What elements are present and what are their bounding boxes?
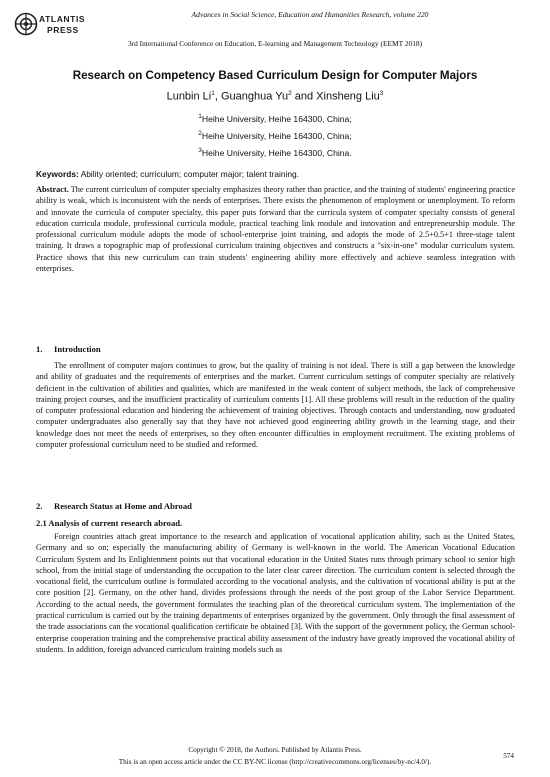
- keywords-text: Ability oriented; curriculum; computer major; talent training.: [78, 169, 299, 179]
- footer-copyright: Copyright © 2018, the Authors. Published by Atlantis Press.: [188, 746, 362, 754]
- author-list: [0, 90, 550, 103]
- paper-title: Research on Competency Based Curriculum Design for Computer Majors: [72, 69, 478, 82]
- author-sup: 2: [288, 90, 292, 97]
- affiliation: [0, 130, 550, 141]
- abstract-text: The current curriculum of computer specialty emphasizes theory rather than practice, and the training of students' engineering practice ability is weak, which is inconsistent with the needs of enterprises. There exists the phenomenon of employment or unemployment. To reform and innovate the curricula of computer specialty, this paper puts forward that the curricula system of computer specialty consists of general education curricula module, professional curricula module, practical teaching link module and innovation and entrepreneurship module. The professional curriculum module adopts the mode of school-enterprise joint training, and adopts the mode of 2.5+0.5+1 three-stage talent training. It draws a topographic map of professional curriculum training objectives and constructs a "six-in-one" modular curriculum system. Practice shows that this new curriculum can train students' engineering ability more effectively and achieve seamless integration with enterprises.: [36, 185, 515, 274]
- affiliation: [0, 113, 550, 124]
- abroad-paragraph: Foreign countries attach great importance to the research and application of vocational application ability, such as the United States, Germany and so on; especially the manufacturing ability of Germany is well-known in the world. The American Vocational Education Curriculum System and Its Enlightenment points out that vocational education in the United States runs through primary school to senior high school, from the initial stage of understanding the occupation to the later clear career direction. The curriculum content is selected through the vocational field, the curriculum outline is formulated according to the vocational analysis, and the cultivation of vocational ability is put at the core position [2]. Germany, on the other hand, divides professions through the needs of the post group of the Labor Service Department. According to the actual needs, the government formulates the teaching plan of the theoretical curriculum system. The implementation of the practical curriculum is carried out by the training departments of enterprises organized by the government. Only through the final assessment of the trade associations can the vocational qualification certificate be obtained [3]. With the support of the government policy, the German school-enterprise cooperation training and the comprehensive practical ability assessment of the industry have greatly improved the vocational ability of students. In addition, foreign advanced curriculum training models such as: [36, 532, 515, 654]
- abstract-label: Abstract.: [36, 185, 69, 194]
- affiliation-text: Heihe University, Heihe 164300, China.: [201, 147, 352, 158]
- author-sup: 3: [379, 90, 384, 97]
- author-name: Guanghua Yu: [220, 90, 289, 103]
- keywords-label: Keywords:: [36, 169, 79, 179]
- affiliation-sup: 2: [198, 130, 202, 137]
- affiliation: [0, 147, 550, 158]
- affiliation-sup: 1: [198, 113, 202, 120]
- affiliation-text: Heihe University, Heihe 164300, China;: [201, 113, 352, 124]
- page-number: 574: [503, 752, 514, 760]
- section-heading-introduction: [36, 344, 101, 354]
- keywords: [36, 169, 516, 179]
- section-title: Introduction: [54, 344, 101, 354]
- conference-title: 3rd International Conference on Education, E-learning and Management Technology (EEMT 2018): [127, 39, 423, 48]
- affiliation-text: Heihe University, Heihe 164300, China;: [201, 130, 352, 141]
- subsection-heading-abroad: 2.1 Analysis of current research abroad.: [36, 518, 183, 528]
- section-number: 2.: [36, 501, 43, 511]
- series-title: Advances in Social Science, Education and Humanities Research, volume 220: [191, 10, 429, 19]
- logo-line-2: PRESS: [47, 25, 79, 35]
- author-and: and: [291, 90, 317, 103]
- section-number: 1.: [36, 344, 43, 354]
- author-separator: ,: [214, 90, 221, 103]
- section-heading-research-status: [36, 501, 192, 511]
- author-name: Lunbin Li: [166, 90, 212, 103]
- affiliation-sup: 3: [198, 147, 202, 154]
- introduction-paragraph: The enrollment of computer majors continues to grow, but the quality of training is not ideal. There is still a gap between the knowledge and ability of graduates and the requirements of enterprises and the market. Current curriculum settings of computer specialty are relatively deficient in the cultivation of abilities and qualities, which are manifested in the weak content of subject methods, the lack of comprehensive training project courses, and the insufficient practicality of curriculum contents [1]. All these problems will result in the reduction of the quality of computer professional education and hindering the achievement of training objectives. Through contacts and understanding, now graduated computer undergraduates also generally say that they have not achieved good engineering ability growth in the learning stage, and their knowledge does not meet the needs of enterprises, so they often encounter difficulties in employment recruitment. The existing problems of computer professional curriculum need to be studied and reformed.: [36, 361, 515, 450]
- abstract: [36, 184, 515, 274]
- footer-license: This is an open access article under the CC BY-NC license (http://creativecommons.org/licenses/by-nc/4.0/).: [118, 758, 432, 766]
- author-name: Xinsheng Liu: [316, 90, 380, 103]
- logo-line-1: ATLANTIS: [39, 14, 86, 24]
- section-title: Research Status at Home and Abroad: [54, 501, 192, 511]
- author-sup: 1: [211, 90, 215, 97]
